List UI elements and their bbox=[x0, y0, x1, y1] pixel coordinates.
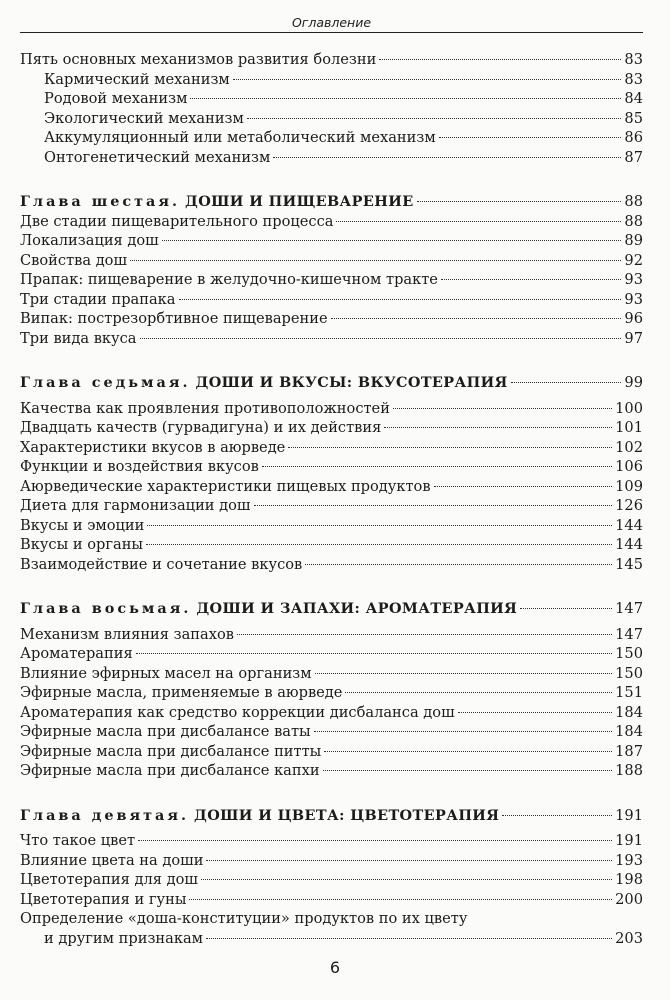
dot-leader bbox=[511, 382, 622, 383]
dot-leader bbox=[323, 770, 613, 771]
toc-entry-page: 83 bbox=[624, 51, 643, 68]
toc-entry-title: Двадцать качеств (гурвадигуна) и их действия bbox=[20, 419, 382, 436]
toc-entry-page: 84 bbox=[624, 90, 643, 107]
toc-entry-page: 109 bbox=[615, 477, 643, 495]
toc-entry-wrapped-line1[interactable] bbox=[20, 909, 643, 929]
toc-subentry[interactable] bbox=[20, 148, 643, 168]
dot-leader bbox=[146, 544, 612, 545]
toc-entry-page: 101 bbox=[615, 419, 643, 436]
toc-entry-title: Онтогенетический механизм bbox=[44, 148, 271, 166]
toc-entry-page: 184 bbox=[615, 723, 643, 740]
dot-leader bbox=[439, 137, 622, 138]
dot-leader bbox=[162, 240, 622, 241]
dot-leader bbox=[393, 408, 612, 409]
toc-entry-page: 187 bbox=[615, 742, 643, 760]
toc-entry-wrapped-line2[interactable] bbox=[20, 929, 643, 949]
dot-leader bbox=[247, 118, 622, 119]
toc-entry[interactable] bbox=[20, 270, 643, 290]
dot-leader bbox=[262, 466, 612, 467]
toc-entry-page: 191 bbox=[615, 832, 643, 849]
toc-entry-title: Свойства дош bbox=[20, 251, 128, 269]
toc-entry[interactable] bbox=[20, 231, 643, 251]
toc-entry-title: Вкусы и органы bbox=[20, 536, 144, 553]
toc-entry[interactable] bbox=[20, 50, 643, 70]
dot-leader bbox=[138, 840, 612, 841]
toc-entry-page: 193 bbox=[615, 851, 643, 869]
toc-entry-page: 86 bbox=[624, 129, 643, 146]
toc-entry-title: Эфирные масла при дисбалансе питты bbox=[20, 742, 322, 760]
toc-entry[interactable] bbox=[20, 329, 643, 349]
toc-subentry[interactable] bbox=[20, 70, 643, 90]
chapter-label: Глава восьмая. bbox=[20, 600, 192, 617]
toc-entry[interactable] bbox=[20, 457, 643, 477]
toc-chapter-8 bbox=[20, 599, 643, 781]
toc-entry-page: 126 bbox=[615, 497, 643, 514]
toc-entry[interactable] bbox=[20, 309, 643, 329]
dot-leader bbox=[502, 815, 612, 816]
toc-entry[interactable] bbox=[20, 516, 643, 536]
toc-entry[interactable] bbox=[20, 418, 643, 438]
toc-entry-page: 92 bbox=[624, 251, 643, 269]
toc-section-mechanisms bbox=[20, 50, 643, 167]
toc-entry-title: Влияние эфирных масел на организм bbox=[20, 664, 312, 682]
toc-entry-page: 203 bbox=[615, 929, 643, 947]
toc-subentry[interactable] bbox=[20, 128, 643, 148]
toc-entry-page: 184 bbox=[615, 703, 643, 721]
toc-entry-page: 188 bbox=[615, 762, 643, 779]
chapter-heading[interactable] bbox=[20, 373, 643, 393]
dot-leader bbox=[324, 751, 612, 752]
toc-entry-title: Что такое цвет bbox=[20, 832, 136, 849]
dot-leader bbox=[233, 79, 622, 80]
toc-entry-page: 100 bbox=[615, 399, 643, 417]
toc-entry-title: Пять основных механизмов развития болезни bbox=[20, 51, 377, 68]
dot-leader bbox=[434, 486, 613, 487]
dot-leader bbox=[201, 879, 612, 880]
dot-leader bbox=[331, 318, 622, 319]
dot-leader bbox=[336, 221, 621, 222]
chapter-title: ДОШИ И ЗАПАХИ: АРОМАТЕРАПИЯ bbox=[196, 600, 518, 617]
chapter-page: 99 bbox=[624, 374, 643, 391]
chapter-title: ДОШИ И ЦВЕТА: ЦВЕТОТЕРАПИЯ bbox=[194, 806, 500, 824]
toc-chapter-7 bbox=[20, 373, 643, 574]
toc-entry[interactable] bbox=[20, 625, 643, 645]
toc-entry[interactable] bbox=[20, 212, 643, 232]
toc-entry[interactable] bbox=[20, 703, 643, 723]
toc-entry-title: Родовой механизм bbox=[44, 90, 188, 107]
toc-entry-title: Ароматерапия bbox=[20, 645, 133, 662]
toc-entry-title: Качества как проявления противоположностей bbox=[20, 399, 390, 417]
dot-leader bbox=[140, 338, 622, 339]
toc-entry-page: 89 bbox=[624, 232, 643, 249]
toc-entry-title: Прапак: пищеварение в желудочно-кишечном тракте bbox=[20, 271, 438, 288]
toc-entry-page: 87 bbox=[624, 148, 643, 166]
toc-entry-title: Цветотерапия и гуны bbox=[20, 890, 187, 908]
toc-entry[interactable] bbox=[20, 496, 643, 516]
toc-entry-page: 93 bbox=[624, 290, 643, 308]
dot-leader bbox=[441, 279, 621, 280]
toc-entry-page: 102 bbox=[615, 438, 643, 456]
chapter-label: Глава девятая. bbox=[20, 806, 190, 824]
toc-entry-title: Механизм влияния запахов bbox=[20, 625, 234, 643]
toc-entry-page: 93 bbox=[624, 271, 643, 288]
dot-leader bbox=[237, 634, 612, 635]
toc-subentry[interactable] bbox=[20, 89, 643, 109]
toc-chapter-6 bbox=[20, 192, 643, 348]
toc-entry[interactable] bbox=[20, 644, 643, 664]
chapter-page: 147 bbox=[615, 600, 643, 617]
chapter-title: ДОШИ И ВКУСЫ: ВКУСОТЕРАПИЯ bbox=[195, 374, 508, 391]
toc-entry-page: 198 bbox=[615, 871, 643, 888]
toc-entry[interactable] bbox=[20, 555, 643, 575]
toc-subentry[interactable] bbox=[20, 109, 643, 129]
dot-leader bbox=[179, 299, 622, 300]
toc-entry-page: 145 bbox=[615, 555, 643, 573]
page-number: 6 bbox=[329, 958, 341, 977]
dot-leader bbox=[206, 938, 612, 939]
toc-entry-title: Взаимодействие и сочетание вкусов bbox=[20, 555, 303, 573]
toc-entry[interactable] bbox=[20, 761, 643, 781]
toc-entry-title: Три стадии прапака bbox=[20, 290, 176, 308]
dot-leader bbox=[189, 899, 612, 900]
dot-leader bbox=[288, 447, 612, 448]
toc-entry[interactable] bbox=[20, 831, 643, 851]
toc-entry-title-continued: и другим признакам bbox=[44, 929, 203, 947]
toc-entry[interactable] bbox=[20, 742, 643, 762]
toc-entry-title: Випак: пострезорбтивное пищеварение bbox=[20, 310, 328, 327]
chapter-heading[interactable] bbox=[20, 192, 643, 212]
dot-leader bbox=[314, 731, 612, 732]
toc-entry-title: Эфирные масла при дисбалансе ваты bbox=[20, 723, 311, 740]
toc-entry-title: Эфирные масла, применяемые в аюрведе bbox=[20, 684, 343, 701]
toc-entry[interactable] bbox=[20, 722, 643, 742]
toc-entry[interactable] bbox=[20, 870, 643, 890]
toc-entry-page: 96 bbox=[624, 310, 643, 327]
chapter-heading[interactable] bbox=[20, 806, 643, 826]
toc-entry-page: 97 bbox=[624, 329, 643, 347]
dot-leader bbox=[130, 260, 621, 261]
chapter-label: Глава седьмая. bbox=[20, 374, 191, 391]
toc-entry[interactable] bbox=[20, 477, 643, 497]
toc-entry-title: Аккумуляционный или метаболический механизм bbox=[44, 129, 436, 146]
toc-entry-title: Определение «доша-конституции» продуктов по их цвету bbox=[20, 910, 468, 927]
toc-entry-title: Локализация дош bbox=[20, 232, 159, 249]
toc-entry-title: Экологический механизм bbox=[44, 109, 244, 127]
toc-entry-page: 144 bbox=[615, 536, 643, 553]
toc-entry[interactable] bbox=[20, 535, 643, 555]
toc-entry-page: 150 bbox=[615, 664, 643, 682]
chapter-heading[interactable] bbox=[20, 599, 643, 619]
toc-entry-title: Аюрведические характеристики пищевых продуктов bbox=[20, 477, 431, 495]
dot-leader bbox=[379, 59, 621, 60]
toc-entry[interactable] bbox=[20, 438, 643, 458]
dot-leader bbox=[136, 653, 612, 654]
toc-entry-page: 144 bbox=[615, 516, 643, 534]
dot-leader bbox=[520, 608, 612, 609]
toc-entry[interactable] bbox=[20, 683, 643, 703]
toc-entry-title: Вкусы и эмоции bbox=[20, 516, 145, 534]
dot-leader bbox=[273, 157, 621, 158]
toc-page bbox=[20, 14, 643, 973]
toc-entry-title: Три вида вкуса bbox=[20, 329, 137, 347]
toc-chapter-9 bbox=[20, 806, 643, 949]
dot-leader bbox=[206, 860, 612, 861]
toc-entry-title: Характеристики вкусов в аюрведе bbox=[20, 438, 286, 456]
chapter-page: 191 bbox=[615, 806, 643, 824]
dot-leader bbox=[190, 98, 621, 99]
chapter-title: ДОШИ И ПИЩЕВАРЕНИЕ bbox=[185, 193, 414, 210]
toc-entry-title: Влияние цвета на доши bbox=[20, 851, 204, 869]
toc-entry[interactable] bbox=[20, 664, 643, 684]
dot-leader bbox=[147, 525, 612, 526]
dot-leader bbox=[305, 564, 612, 565]
dot-leader bbox=[315, 673, 613, 674]
chapter-label: Глава шестая. bbox=[20, 193, 181, 210]
toc-entry-page: 106 bbox=[615, 458, 643, 475]
dot-leader bbox=[384, 427, 612, 428]
toc-entry-title: Функции и воздействия вкусов bbox=[20, 458, 259, 475]
toc-entry[interactable] bbox=[20, 399, 643, 419]
toc-entry-title: Две стадии пищеварительного процесса bbox=[20, 212, 334, 230]
dot-leader bbox=[458, 712, 612, 713]
toc-entry-title: Кармический механизм bbox=[44, 70, 230, 88]
toc-entry[interactable] bbox=[20, 851, 643, 871]
dot-leader bbox=[417, 201, 622, 202]
toc-entry-title: Эфирные масла при дисбалансе капхи bbox=[20, 762, 320, 779]
toc-entry[interactable] bbox=[20, 251, 643, 271]
toc-entry-page: 150 bbox=[615, 645, 643, 662]
dot-leader bbox=[345, 692, 612, 693]
chapter-page: 88 bbox=[624, 193, 643, 210]
toc-entry-page: 151 bbox=[615, 684, 643, 701]
toc-entry-page: 88 bbox=[624, 212, 643, 230]
toc-entry-page: 83 bbox=[624, 70, 643, 88]
toc-entry-title: Диета для гармонизации дош bbox=[20, 497, 251, 514]
toc-entry-page: 147 bbox=[615, 625, 643, 643]
header-rule bbox=[20, 32, 643, 33]
toc-entry-title: Цветотерапия для дош bbox=[20, 871, 198, 888]
toc-entry[interactable] bbox=[20, 890, 643, 910]
toc-entry-title: Ароматерапия как средство коррекции дисбаланса дош bbox=[20, 703, 455, 721]
running-head: Оглавление bbox=[291, 15, 372, 30]
toc-entry[interactable] bbox=[20, 290, 643, 310]
dot-leader bbox=[254, 505, 613, 506]
toc-entry-page: 200 bbox=[615, 890, 643, 908]
toc-entry-page: 85 bbox=[624, 109, 643, 127]
